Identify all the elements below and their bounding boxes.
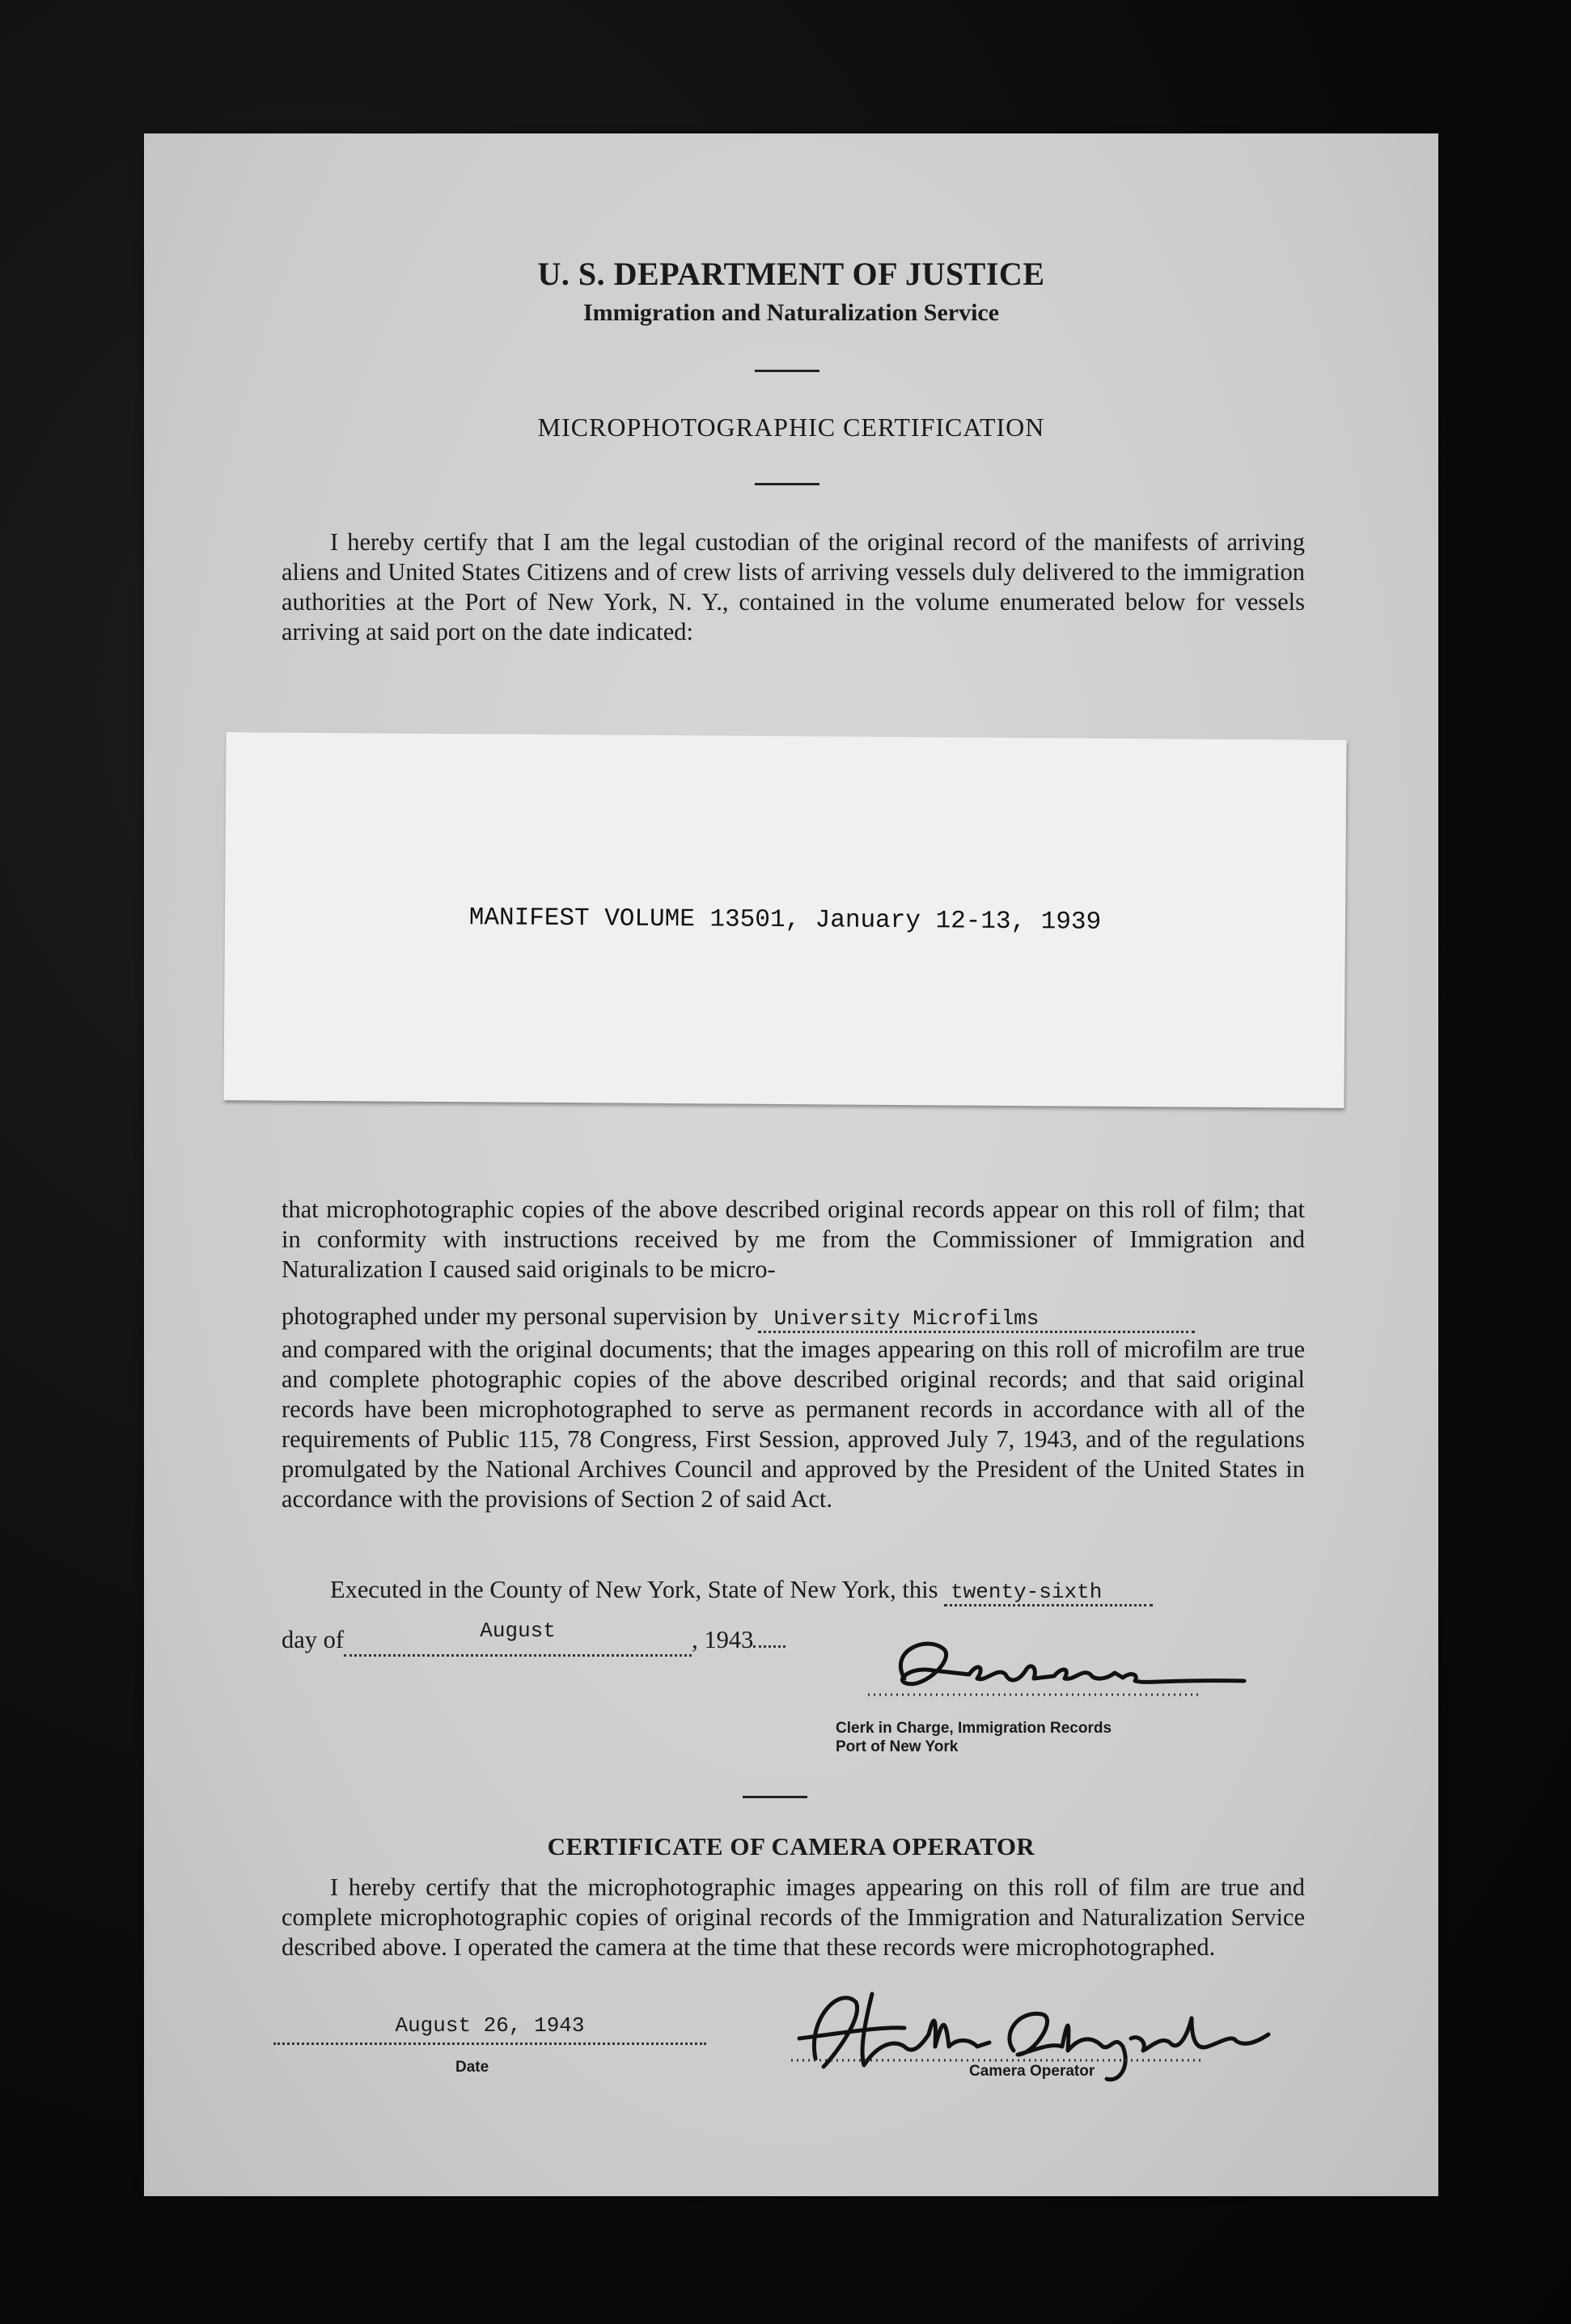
clerk-title-line1: Clerk in Charge, Immigration Records [836, 1720, 1112, 1737]
day-of-label: day of [282, 1626, 345, 1653]
photographed-by-value: University Microfilms [773, 1306, 1040, 1331]
operator-heading: CERTIFICATE OF CAMERA OPERATOR [547, 1832, 1035, 1860]
intro-text: I hereby certify that I am the legal custodian of the original record of the manifests of arriving aliens and United States Citizens and of crew lists of arriving vessels duly delivered to the immigration authorities at the Port of New York, N. Y., contained in the volume enumerated below for vessels arriving at said port on the date indicated: [282, 528, 1305, 646]
operator-signature-label: Camera Operator [969, 2063, 1095, 2080]
service-subheading: Immigration and Naturalization Service [582, 299, 1000, 326]
body-paragraph-1 [282, 1195, 1305, 1285]
month-value: August [480, 1619, 556, 1643]
clerk-signature [856, 1618, 1277, 1715]
department-heading: U. S. DEPARTMENT OF JUSTICE [537, 256, 1045, 292]
operator-date-value: August 26, 1943 [395, 2013, 585, 2038]
executed-prefix: Executed in the County of New York, State of New York, this [330, 1576, 938, 1603]
operator-date-label: Date [455, 2059, 489, 2076]
operator-paragraph [282, 1873, 1305, 1962]
photographed-by-row [282, 1302, 1305, 1333]
executed-day-value: twenty-sixth [951, 1580, 1103, 1604]
body-paragraph-2 [282, 1335, 1305, 1514]
executed-row [330, 1576, 1153, 1606]
certificate-sheet [144, 133, 1438, 2196]
year-value: , 1943 [692, 1626, 754, 1653]
certification-title: MICROPHOTOGRAPHIC CERTIFICATION [537, 413, 1045, 442]
day-of-row [282, 1619, 786, 1657]
clerk-title [836, 1719, 1112, 1756]
photographed-by-field [758, 1302, 1195, 1333]
divider-top [755, 370, 819, 372]
divider-operator [743, 1796, 807, 1798]
divider-title [755, 483, 819, 485]
operator-date-row [273, 2014, 706, 2045]
manifest-slip [223, 732, 1346, 1108]
photographed-by-prefix: photographed under my personal supervision by [282, 1302, 758, 1330]
intro-paragraph [282, 527, 1305, 647]
body-text-1: that microphotographic copies of the above described original records appear on this roll of film; that in conformity with instructions received by me from the Commissioner of Immigration and Naturalization I caused said originals to be micro- [282, 1196, 1305, 1283]
operator-statement: I hereby certify that the microphotographic images appearing on this roll of film are true and complete microphotographic copies of original records of the Immigration and Naturalization Service described above. I operated the camera at the time that these records were microphotographed. [282, 1873, 1305, 1961]
body-text-2: and compared with the original documents; that the images appearing on this roll of microfilm are true and complete photographic copies of the above described original records; and that said original records have been microphotographed to serve as permanent records in accordance with all of the requirements of Public 115, 78 Congress, First Session, approved July 7, 1943, and of the regulations promulgated by the National Archives Council and approved by the President of the United States in accordance with the provisions of Section 2 of said Act. [282, 1336, 1305, 1513]
year-trailing-dots [753, 1645, 786, 1648]
clerk-title-line2: Port of New York [836, 1738, 959, 1755]
month-field [344, 1619, 692, 1657]
manifest-volume-text: MANIFEST VOLUME 13501, January 12-13, 1939 [468, 904, 1102, 937]
operator-date-field [273, 2014, 706, 2045]
executed-day-field [944, 1576, 1153, 1606]
